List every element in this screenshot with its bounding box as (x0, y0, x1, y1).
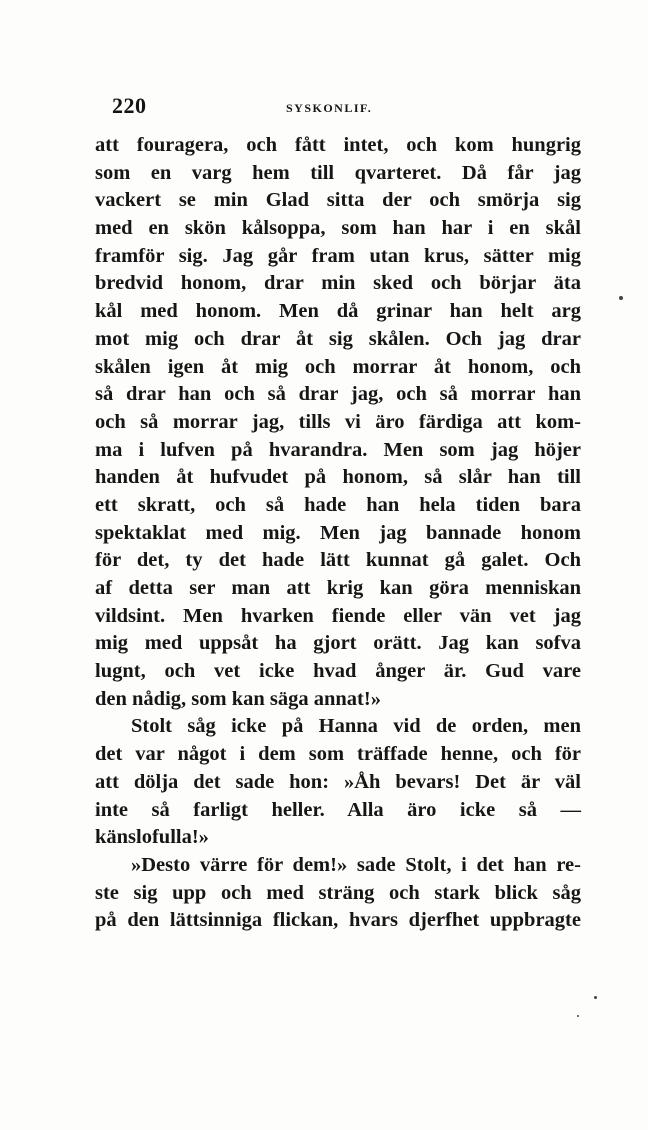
page-number: 220 (112, 93, 147, 118)
running-head: SYSKONLIF. (286, 101, 373, 115)
text-line: handen åt hufvudet på honom, så slår han till (95, 466, 581, 489)
text-line: för det, ty det hade lätt kunnat gå galet. Och (95, 549, 581, 572)
text-line: så drar han och så drar jag, och så morrar han (95, 383, 581, 406)
text-line: ett skratt, och så hade han hela tiden bara (95, 493, 581, 516)
text-line: ste sig upp och med sträng och stark blick såg (95, 881, 581, 904)
scan-speck (594, 996, 597, 999)
text-line: att fouragera, och fått intet, och kom hungrig (95, 134, 581, 156)
scan-speck (619, 296, 623, 300)
text-line: med en skön kålsoppa, som han har i en skål (95, 217, 581, 240)
text-line: framför sig. Jag går fram utan krus, sätter mig (95, 244, 581, 267)
text-line: och så morrar jag, tills vi äro färdiga att kom- (95, 410, 581, 433)
text-line: att dölja det sade hon: »Åh bevars! Det är väl (95, 770, 581, 793)
text-line: skålen igen åt mig och morrar åt honom, och (95, 355, 581, 378)
text-line: spektaklat med mig. Men jag bannade honom (95, 521, 581, 544)
text-line: »Desto värre för dem!» sade Stolt, i det han re- (131, 853, 581, 876)
text-line: ma i lufven på hvarandra. Men som jag höjer (95, 438, 581, 461)
text-line: mig med uppsåt ha gjort orätt. Jag kan sofva (95, 632, 581, 655)
text-line: den nådig, som kan säga annat!» (95, 687, 381, 710)
text-line: bredvid honom, drar min sked och börjar äta (95, 272, 581, 295)
text-line: inte så farligt heller. Alla äro icke så — (95, 798, 581, 821)
text-line: vackert se min Glad sitta der och smörja sig (95, 189, 581, 212)
text-line: det var något i dem som träffade henne, och för (95, 743, 581, 766)
text-line: på den lättsinniga flickan, hvars djerfhet uppbragte (95, 909, 581, 932)
text-line: lugnt, och vet icke hvad ånger är. Gud vare (95, 660, 581, 683)
body-text (95, 132, 581, 935)
scan-speck (577, 1015, 579, 1017)
text-line: vildsint. Men hvarken fiende eller vän vet jag (95, 604, 581, 627)
text-line: som en varg hem till qvarteret. Då får jag (95, 161, 581, 184)
text-line: kål med honom. Men då grinar han helt arg (95, 300, 581, 323)
text-line: af detta ser man att krig kan göra menniskan (95, 577, 581, 599)
text-line: mot mig och drar åt sig skålen. Och jag drar (95, 327, 581, 350)
text-line: känslofulla!» (95, 826, 209, 849)
text-line: Stolt såg icke på Hanna vid de orden, men (131, 715, 581, 738)
page-header (96, 93, 580, 121)
